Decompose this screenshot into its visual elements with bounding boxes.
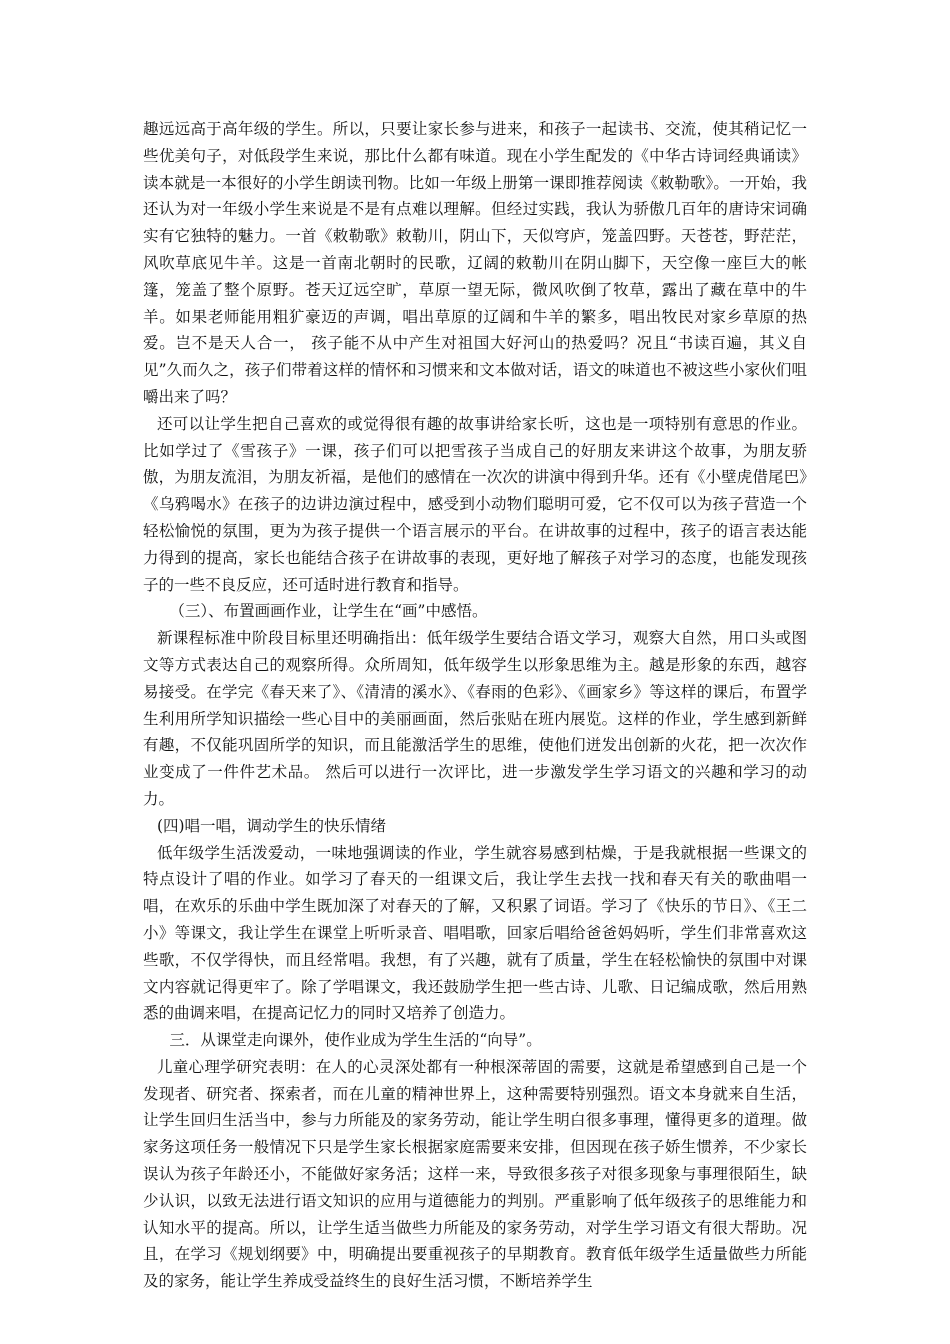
- section-heading-3: （三）、布置画画作业，让学生在“画”中感悟。: [169, 602, 488, 621]
- paragraph-6: 低年级学生活泼爱动，一味地强调读的作业，学生就容易感到枯燥，于是我就根据一些课文的特点设计了唱的作业。如学习了春天的一组课文后，我让学生去找一找和春天有关的歌曲唱一唱，在欢乐的乐曲中学生既加深了对春天的了解，又积累了词语。学习了《快乐的节日》、《王二小》等课文，我让学生在课堂上听听录音、唱唱歌，回家后唱给爸爸妈妈听，学生们非常喜欢这些歌，不仅学得快，而且经常唱。我想，有了兴趣，就有了质量，学生在轻松愉快的氛围中对课文内容就记得更牢了。除了学唱课文，我还鼓励学生把一些古诗、儿歌、日记编成歌，然后用熟悉的曲调来唱，在提高记忆力的同时又培养了创造力。: [143, 843, 807, 1023]
- document-body: [143, 116, 807, 1295]
- paragraph-4: 新课程标准中阶段目标里还明确指出：低年级学生要结合语文学习，观察大自然，用口头或图文等方式表达自己的观察所得。众所周知，低年级学生以形象思维为主。越是形象的东西，越容易接受。在学完《春天来了》、《清清的溪水》、《春雨的色彩》、《画家乡》等这样的课后，布置学生利用所学知识描绘一些心目中的美丽画面，然后张贴在班内展览。这样的作业，学生感到新鲜有趣，不仅能巩固所学的知识，而且能激活学生的思维，使他们迸发出创新的火花，把一次次作业变成了一件件艺术品。 然后可以进行一次评比，进一步激发学生学习语文的兴趣和学习的动力。: [143, 629, 807, 808]
- section-heading-three: 三．从课堂走向课外，使作业成为学生生活的“向导”。: [169, 1031, 542, 1050]
- section-heading-4: (四)唱一唱，调动学生的快乐情绪: [156, 816, 387, 835]
- paragraph-8: 儿童心理学研究表明：在人的心灵深处都有一种根深蒂固的需要，这就是希望感到自己是一个发现者、研究者、探索者，而在儿童的精神世界上，这种需要特别强烈。语文本身就来自生活，让学生回归生活当中，参与力所能及的家务劳动，能让学生明白很多事理，懂得更多的道理。做家务这项任务一般情况下只是学生家长根据家庭需要来安排，但因现在孩子娇生惯养，不少家长误认为孩子年龄还小，不能做好家务活；这样一来，导致很多孩子对很多现象与事理很陌生，缺少认识，以致无法进行语文知识的应用与道德能力的判别。严重影响了低年级孩子的思维能力和认知水平的提高。所以，让学生适当做些力所能及的家务劳动，对学生学习语文有很大帮助。况且，在学习《规划纲要》中，明确提出要重视孩子的早期教育。教育低年级学生适量做些力所能及的家务，能让学生养成受益终生的良好生活习惯，不断培养学生: [143, 1057, 807, 1291]
- paragraph-1: 趣远远高于高年级的学生。所以，只要让家长参与进来，和孩子一起读书、交流，使其稍记忆一些优美句子，对低段学生来说，那比什么都有味道。现在小学生配发的《中华古诗词经典诵读》读本就是一本很好的小学生朗读刊物。比如一年级上册第一课即推荐阅读《敕勒歌》。一开始，我还认为对一年级小学生来说是不是有点难以理解。但经过实践，我认为骄傲几百年的唐诗宋词确实有它独特的魅力。一首《敕勒歌》敕勒川，阴山下，天似穹庐，笼盖四野。天苍苍，野茫茫，风吹草底见牛羊。这是一首南北朝时的民歌，辽阔的敕勒川在阴山脚下，天空像一座巨大的帐篷，笼盖了整个原野。苍天辽远空旷，草原一望无际，微风吹倒了牧草，露出了藏在草中的牛羊。如果老师能用粗犷豪迈的声调，唱出草原的辽阔和牛羊的繁多，唱出牧民对家乡草原的热爱。岂不是天人合一， 孩子能不从中产生对祖国大好河山的热爱吗？况且“书读百遍，其义自见”久而久之，孩子们带着这样的情怀和习惯来和文本做对话，语文的味道也不被这些小家伙们咀嚼出来了吗？: [143, 120, 807, 406]
- paragraph-2: 还可以让学生把自己喜欢的或觉得很有趣的故事讲给家长听，这也是一项特别有意思的作业。比如学过了《雪孩子》一课，孩子们可以把雪孩子当成自己的好朋友来讲这个故事，为朋友骄傲，为朋友流泪，为朋友祈福，是他们的感情在一次次的讲演中得到升华。还有《小壁虎借尾巴》《乌鸦喝水》在孩子的边讲边演过程中，感受到小动物们聪明可爱，它不仅可以为孩子营造一个轻松愉悦的氛围，更为为孩子提供一个语言展示的平台。在讲故事的过程中，孩子的语言表达能力得到的提高，家长也能结合孩子在讲故事的表现，更好地了解孩子对学习的态度，也能发现孩子的一些不良反应，还可适时进行教育和指导。: [143, 414, 807, 594]
